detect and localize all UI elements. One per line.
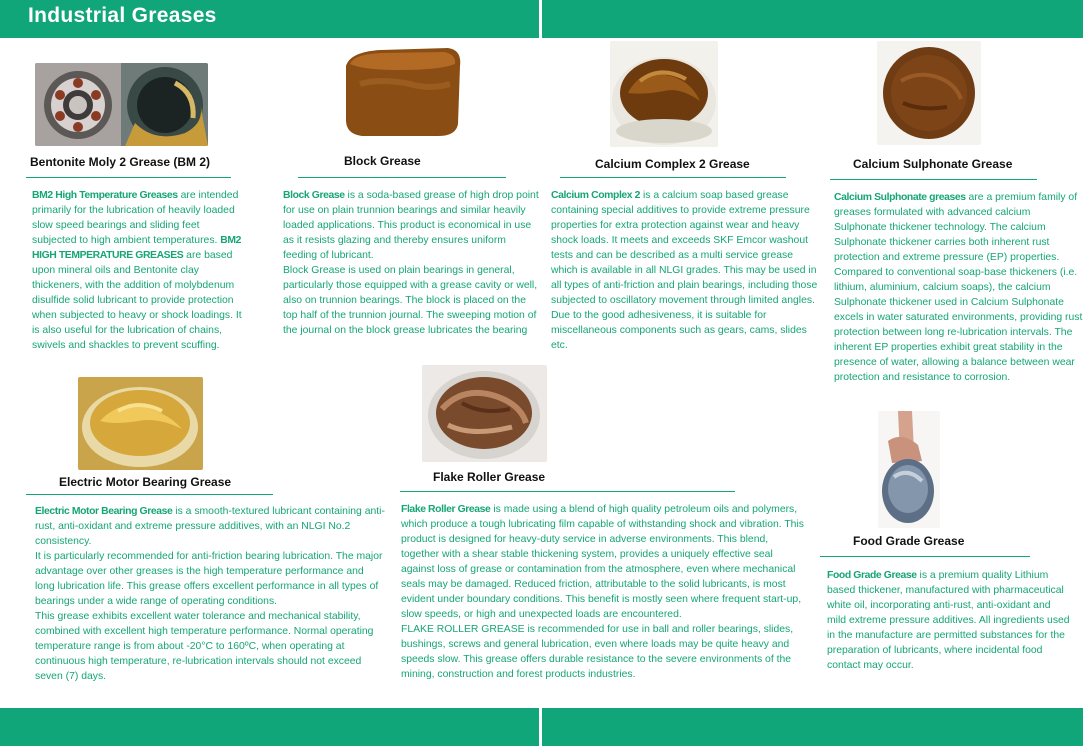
heading-rule [820,556,1030,557]
product-lead-calcium-sulphonate: Calcium Sulphonate greases [834,192,966,203]
food-grade-grease-photo [878,411,940,528]
bearing-photo [35,63,208,146]
product-heading-bentonite: Bentonite Moly 2 Grease (BM 2) [30,155,211,169]
header-bar [0,0,1083,38]
flake-roller-grease-photo [422,365,547,462]
product-description-flake-roller: Flake Roller Grease is made using a blend of high quality petroleum oils and polymers, which produce a tough lubricating film capable of withstanding shock and vibration. This product is designed for heavy-duty service in adverse environments. This blend, together with a shear stable thickening system, provides a uniquely effective seal against loss of grease or contamination from the atmosphere, even where mechanical seals may be damaged. Reduced friction, attributable to the solid lubricants, is most evident under boundary conditions. This benefit is mostly seen where frequent start-up, slow speeds, or high and unexpected loads are encountered. FLAKE ROLLER GREASE is recommended for use in ball and roller bearings, slides, bushings, screws and general lubrication, even where loads may be quite heavy and speeds slow. This grease offers durable resistance to the severe environments of the mining, construction and forest products industries. [401,504,804,680]
product-heading-block: Block Grease [344,154,421,168]
block-grease-photo [340,44,466,140]
product-lead-bentonite: BM2 High Temperature Greases [32,190,178,201]
footer-divider [539,708,542,746]
product-heading-electric-motor: Electric Motor Bearing Grease [59,475,232,489]
footer-bar [0,708,1083,746]
calcium-complex-photo [610,41,718,147]
calcium-sulphonate-photo [877,41,981,145]
product-lead-block: Block Grease [283,190,345,201]
product-lead-calcium-complex: Calcium Complex 2 [551,190,641,201]
heading-rule [26,494,273,495]
electric-motor-grease-photo [78,377,203,470]
product-heading-calcium-sulphonate: Calcium Sulphonate Grease [853,157,1013,171]
product-lead-flake-roller: Flake Roller Grease [401,504,491,515]
product-description-food-grade: Food Grade Grease is a premium quality Lithium based thickener, manufactured with pharmaceutical white oil, incorporating anti-rust, anti-oxidant and mild extreme pressure additives. All ingredients used in the manufacture are permitted substances for the preparation of lubricants, where incidental food contact may occur. [827,570,1070,671]
product-description-electric-motor: Electric Motor Bearing Grease is a smooth-textured lubricant containing anti-rust, anti-oxidant and extreme pressure additives, with an NLGI No.2 consistency. It is particularly recommended for anti-friction bearing lubrication. The major advantage over other greases is the high temperature performance and long lubrication life. This grease offers excellent performance in all types of bearings under a wide range of operating conditions. This grease exhibits excellent water tolerance and mechanical stability, combined with excellent high temperature performance. Normal operating temperature range is from about -20°C to 160ºC, when operating at continuous high temperature, re-lubrication intervals should not exceed seven (7) days. [35,506,385,682]
product-lead-food-grade: Food Grade Grease [827,570,917,581]
product-lead-electric-motor: Electric Motor Bearing Grease [35,506,173,517]
heading-rule [560,177,786,178]
heading-rule [26,177,231,178]
product-heading-flake-roller: Flake Roller Grease [433,470,546,484]
product-description-calcium-complex: Calcium Complex 2 is a calcium soap based grease containing special additives to provide extreme pressure properties for extra protection against wear and heavy shock loads. It meets and exceeds SKF Emcor washout tests and can be described as a multi service grease which is available in all NLGI grades. This may be used in all types of anti-friction and plain bearings, including those subjected to oscillatory movement through limited angles. Due to the good adhesiveness, it is suitable for miscellaneous components such as gears, cams, slides etc. [551,190,818,351]
product-heading-calcium-complex: Calcium Complex 2 Grease [595,157,750,171]
product-heading-food-grade: Food Grade Grease [853,534,965,548]
product-description-block: Block Grease is a soda-based grease of high drop point for use on plain trunnion bearings and similar heavily loaded applications. This product is economical in use as it resists glazing and thereby ensures uniform feeding of lubricant. Block Grease is used on plain bearings in general, particularly those equipped with a grease cavity or well, also on trunnion bearings. The block is placed on the top half of the trunnion journal. The sweeping motion of the journal on the block grease lubricates the bearing [283,190,539,336]
product-description-calcium-sulphonate: Calcium Sulphonate greases are a premium family of greases formulated with advanced calcium Sulphonate thickener technology. The calcium Sulphonate thickener carries both inherent rust protection and extreme pressure (EP) properties. Compared to conventional soap-base thickeners (i.e. lithium, aluminium, calcium soaps), the calcium Sulphonate thickener used in Calcium Sulphonate excels in water saturated environments, providing rust protection between long re-lubrication intervals. The inherent EP properties exhibit great stability in the presence of water, allowing a balance between wear protection and resistance to corrosion. [834,192,1083,383]
heading-rule [400,491,735,492]
product-description-bentonite: BM2 High Temperature Greases are intended primarily for the lubrication of heavily loaded slow speed bearings and sliding feet subjected to high ambient temperatures. BM2 HIGH TEMPERATURE GREASES are based upon mineral oils and Bentonite clay thickeners, with the addition of molybdenum disulfide solid lubricant to provide protection when subjected to heavy or shock loadings. It is also useful for the lubrication of chains, swivels and shackles to prevent scuffing. [32,190,242,351]
header-divider [539,0,542,38]
heading-rule [830,179,1037,180]
page-title: Industrial Greases [28,4,217,27]
heading-rule [298,177,506,178]
